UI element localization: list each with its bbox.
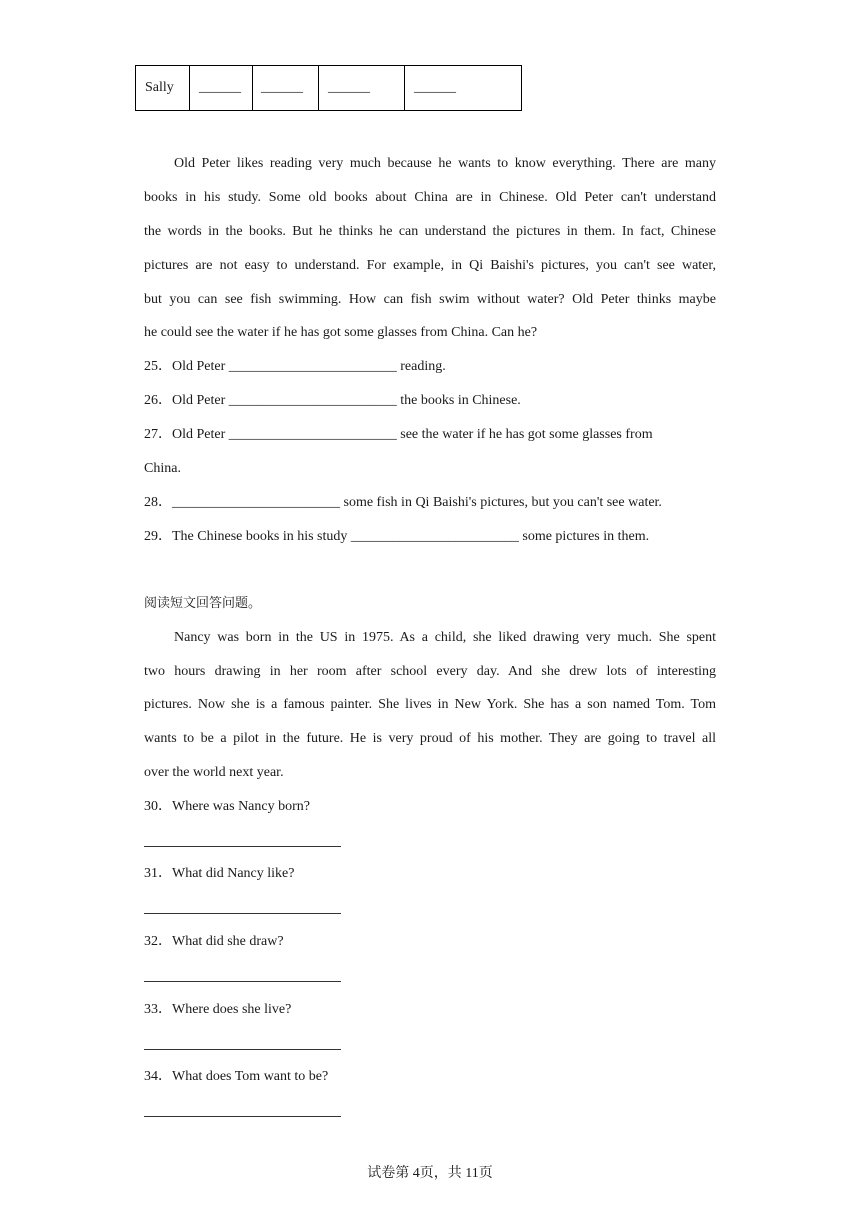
passage-line: Nancy was born in the US in 1975. As a child, she liked drawing very much. She spent (174, 630, 716, 645)
question-27-continued: China. (144, 461, 181, 476)
question-28: 28．________________________ some fish in Qi Baishi's pictures, but you can't see water. (144, 495, 662, 510)
question-30: 30．Where was Nancy born? (144, 799, 310, 814)
question-26: 26．Old Peter ________________________ the books in Chinese. (144, 393, 521, 408)
question-33: 33．Where does she live? (144, 1002, 292, 1017)
passage-line: he could see the water if he has got some glasses from China. Can he? (144, 325, 538, 340)
answer-table-row (135, 65, 522, 111)
question-32: 32．What did she draw? (144, 934, 284, 949)
passage-line: but you can see fish swimming. How can fish swim without water? Old Peter thinks maybe (144, 292, 716, 307)
answer-line[interactable] (144, 913, 341, 914)
passage-line: over the world next year. (144, 765, 284, 780)
passage-line: two hours drawing in her room after school every day. And she drew lots of interesting (144, 664, 716, 679)
question-29: 29．The Chinese books in his study ________________________ some pictures in them. (144, 529, 650, 544)
table-blank-cell[interactable]: ______ (414, 80, 456, 95)
question-25: 25．Old Peter ________________________ reading. (144, 359, 446, 374)
question-27: 27．Old Peter ________________________ see the water if he has got some glasses from (144, 427, 653, 442)
passage-line: books in his study. Some old books about China are in Chinese. Old Peter can't understand (144, 190, 716, 205)
table-blank-cell[interactable]: ______ (319, 66, 405, 110)
question-31: 31．What did Nancy like? (144, 866, 295, 881)
table-name-cell: Sally (136, 66, 190, 110)
passage-line: the words in the books. But he thinks he can understand the pictures in them. In fact, Chinese (144, 224, 716, 239)
answer-line[interactable] (144, 981, 341, 982)
question-34: 34．What does Tom want to be? (144, 1069, 329, 1084)
table-blank-cell[interactable]: ______ (190, 66, 253, 110)
section-instruction: 阅读短文回答问题。 (144, 596, 262, 611)
answer-line[interactable] (144, 1116, 341, 1117)
passage-line: wants to be a pilot in the future. He is very proud of his mother. They are going to travel all (144, 731, 716, 746)
passage-line: Old Peter likes reading very much because he wants to know everything. There are many (174, 156, 716, 171)
answer-line[interactable] (144, 846, 341, 847)
table-blank-cell[interactable]: ______ (253, 66, 319, 110)
answer-line[interactable] (144, 1049, 341, 1050)
passage-line: pictures are not easy to understand. For example, in Qi Baishi's pictures, you can't see water, (144, 258, 716, 273)
passage-line: pictures. Now she is a famous painter. She lives in New York. She has a son named Tom. Tom (144, 697, 716, 712)
page-footer: 试卷第 4页，共 11页 (367, 1166, 493, 1181)
